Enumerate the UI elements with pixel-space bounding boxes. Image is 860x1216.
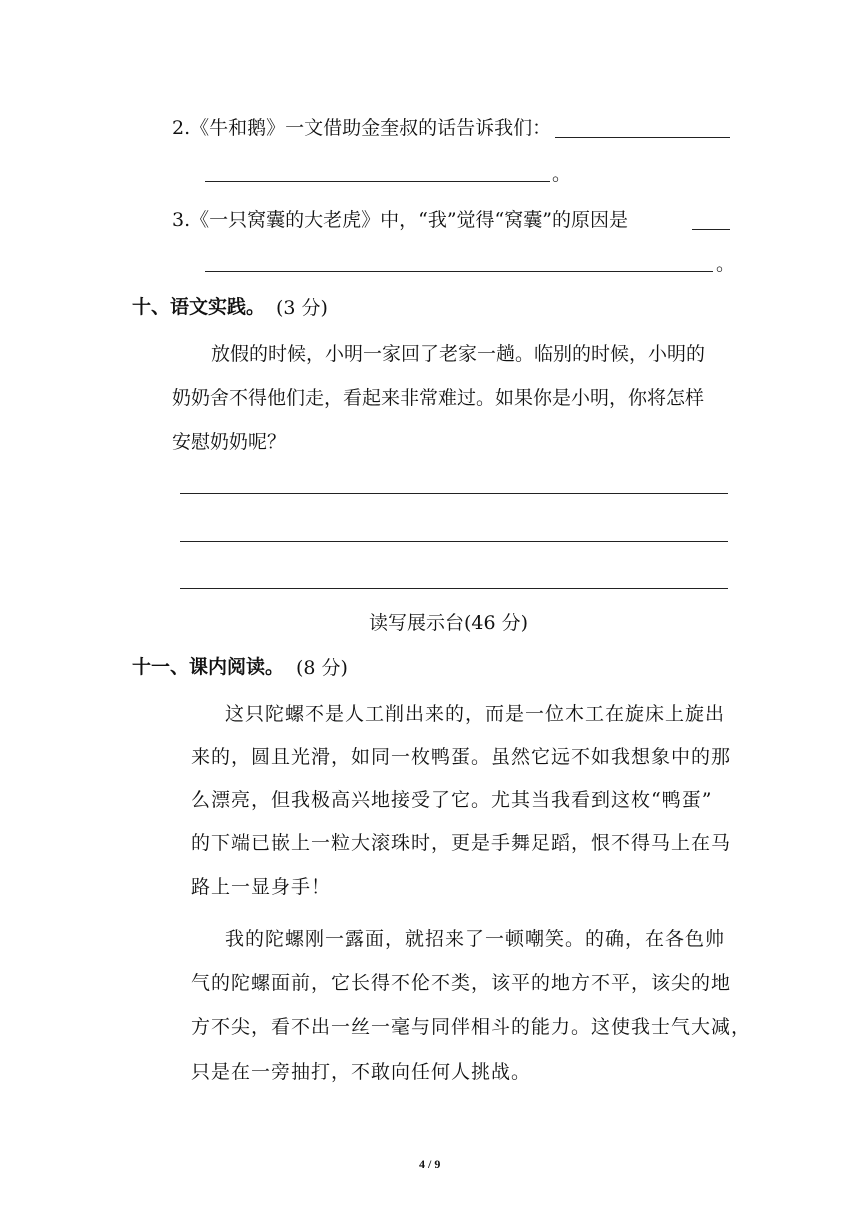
page-number: 4 / 9: [419, 1157, 441, 1171]
section-10-points: (3 分): [276, 297, 328, 319]
passage-line-5: 路上一显身手！: [191, 876, 332, 898]
section-11-points: (8 分): [296, 657, 348, 679]
part-heading: 读写展示台(46 分): [369, 612, 529, 634]
answer-blank-q3-line2[interactable]: [205, 271, 713, 272]
answer-blank-q3-line1[interactable]: [692, 229, 730, 230]
q3-end-mark: 。: [716, 253, 736, 275]
answer-line-2[interactable]: [180, 541, 728, 542]
section-10-paragraph-line-2: 奶奶舍不得他们走，看起来非常难过。如果你是小明，你将怎样: [172, 387, 705, 409]
passage-line-7: 气的陀螺面前，它长得不伦不类，该平的地方不平，该尖的地: [191, 972, 732, 994]
passage-line-4: 的下端已嵌上一粒大滚珠时，更是手舞足蹈，恨不得马上在马: [191, 832, 732, 854]
answer-line-3[interactable]: [180, 588, 728, 589]
section-10-paragraph-line-3: 安慰奶奶呢？: [172, 431, 287, 453]
section-10-paragraph-line-1: 放假的时候，小明一家回了老家一趟。临别的时候，小明的: [211, 343, 706, 365]
passage-line-2: 来的，圆且光滑，如同一枚鸭蛋。虽然它远不如我想象中的那: [191, 746, 732, 768]
question-3-text: 3.《一只窝囊的大老虎》中，“我”觉得“窝囊”的原因是: [172, 209, 628, 231]
passage-line-8: 方不尖，看不出一丝一毫与同伴相斗的能力。这使我士气大减，: [191, 1016, 752, 1038]
passage-line-1: 这只陀螺不是人工削出来的，而是一位木工在旋床上旋出: [225, 703, 726, 725]
q2-end-mark: 。: [552, 163, 572, 185]
passage-line-3: 么漂亮，但我极高兴地接受了它。尤其当我看到这枚“鸭蛋”: [191, 789, 713, 811]
question-2-text: 2.《牛和鹅》一文借助金奎叔的话告诉我们：: [172, 117, 552, 139]
answer-blank-q2-line1[interactable]: [555, 137, 730, 138]
answer-line-1[interactable]: [180, 493, 728, 494]
passage-line-6: 我的陀螺刚一露面，就招来了一顿嘲笑。的确，在各色帅: [225, 928, 726, 950]
section-10-title: 十、语文实践。: [132, 296, 266, 318]
answer-blank-q2-line2[interactable]: [205, 181, 550, 182]
passage-line-9: 只是在一旁抽打，不敢向任何人挑战。: [191, 1061, 532, 1083]
section-11-title: 十一、课内阅读。: [132, 656, 285, 678]
